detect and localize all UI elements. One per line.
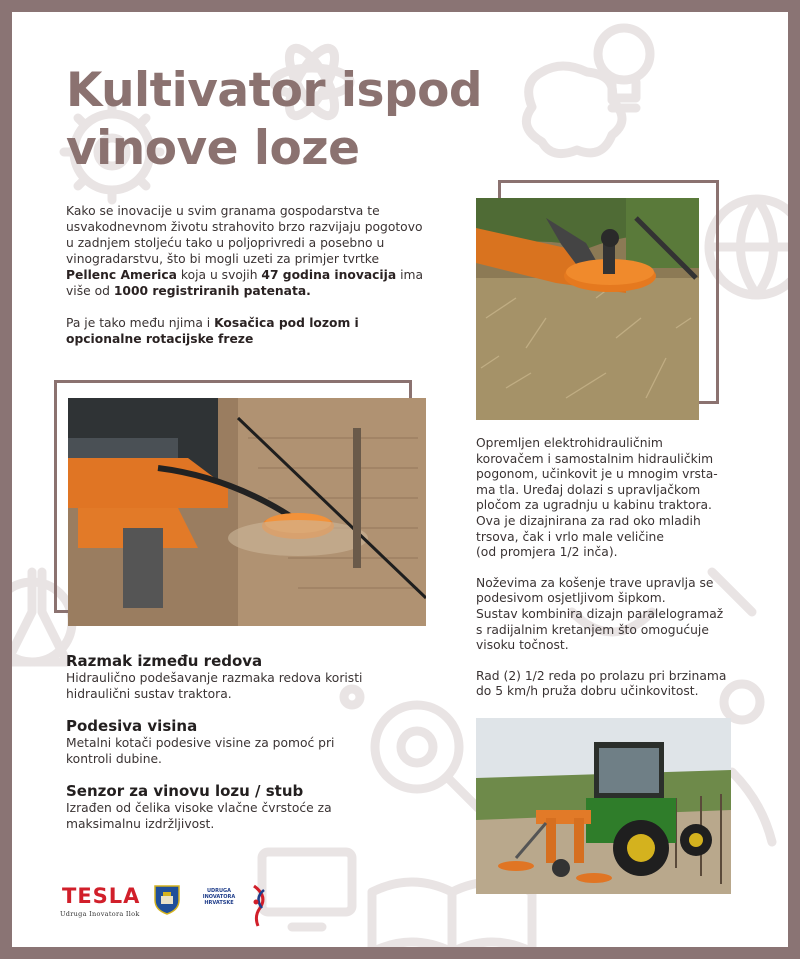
description-text (476, 436, 746, 715)
intro-text-part: ima više od (66, 268, 423, 298)
feature-body: Hidraulično podešavanje razmaka redova koristi hidraulični sustav traktora. (66, 671, 363, 701)
description-paragraph-1: Opremljen elektrohidrauličnim korovačem i samostalnim hidrauličkim pogonom, učinkovit je u mnogim vrsta- ma tla. Uređaj dolazi s upravljačkom pločom za ugradnju u kabinu traktora. Ova je dizajnirana za rad oko mladih trsova, čak i vrlo male veličine (od promjera 1/2 inča). (476, 436, 718, 560)
brain-icon (526, 66, 622, 154)
intro-paragraph-2 (66, 315, 426, 347)
feature-heading: Razmak između redova (66, 652, 263, 670)
company-name: Pellenc America (66, 268, 177, 282)
product-name: Kosačica pod lozom i opcionalne rotacijske freze (66, 316, 359, 346)
uih-logo-text (196, 888, 242, 906)
feature-body: Izrađen od čelika visoke vlačne čvrstoće za maksimalnu izdržljivost. (66, 801, 332, 831)
intro-text (66, 203, 426, 363)
title-line-1: Kultivator ispod (66, 63, 483, 118)
feature-item (66, 652, 366, 702)
page-title (66, 62, 482, 178)
logos (56, 880, 276, 930)
photo-machine-row (68, 398, 426, 626)
uih-line: UDRUGA (206, 888, 232, 894)
feature-item (66, 717, 366, 767)
years-innovation: 47 godina inovacija (261, 268, 397, 282)
feature-item (66, 782, 366, 832)
photo-mower-disc (476, 198, 699, 420)
tesla-logo: TESLA (62, 884, 141, 908)
uih-line: INOVATORA (202, 894, 236, 900)
globe-icon (709, 199, 788, 295)
intro-text-part: Kako se inovacije u svim granama gospodarstva te usvakodnevnom životu strahovito brzo razvijaju pogotovo u zadnjem stoljeću tako u poljoprivredi a posebno u vinogradarstvu, što bi mogli uzeti za primjer tvrtke (66, 204, 423, 266)
poster (12, 12, 788, 947)
description-paragraph-3: Rad (2) 1/2 reda po prolazu pri brzinama do 5 km/h pruža dobru učinkovitost. (476, 668, 727, 699)
features-list (66, 652, 366, 847)
description-paragraph-2: Noževima za košenje trave upravlja se podesivom osjetljivom šipkom. Sustav kombinira dizajn paralelogramaž s radijalnim kretanjem što omogućuje visoku točnost. (476, 575, 724, 653)
lightbulb-icon (598, 28, 650, 108)
patents-count: 1000 registriranih patenata. (113, 284, 311, 298)
feature-heading: Podesiva visina (66, 717, 198, 735)
ilok-crest-icon (153, 884, 181, 916)
feature-body: Metalni kotači podesive visine za pomoć pri kontroli dubine. (66, 736, 335, 766)
uih-line: HRVATSKE (204, 900, 234, 906)
intro-paragraph-1 (66, 203, 426, 299)
feature-heading: Senzor za vinovu lozu / stub (66, 782, 304, 800)
intro-text-part: koja u svojih (176, 268, 262, 282)
tesla-logo-subtitle: Udruga Inovatora Ilok (60, 910, 140, 918)
title-line-2: vinove loze (66, 121, 360, 176)
photo-tractor (476, 718, 731, 894)
intro-text-part: Pa je tako među njima i (66, 316, 215, 330)
